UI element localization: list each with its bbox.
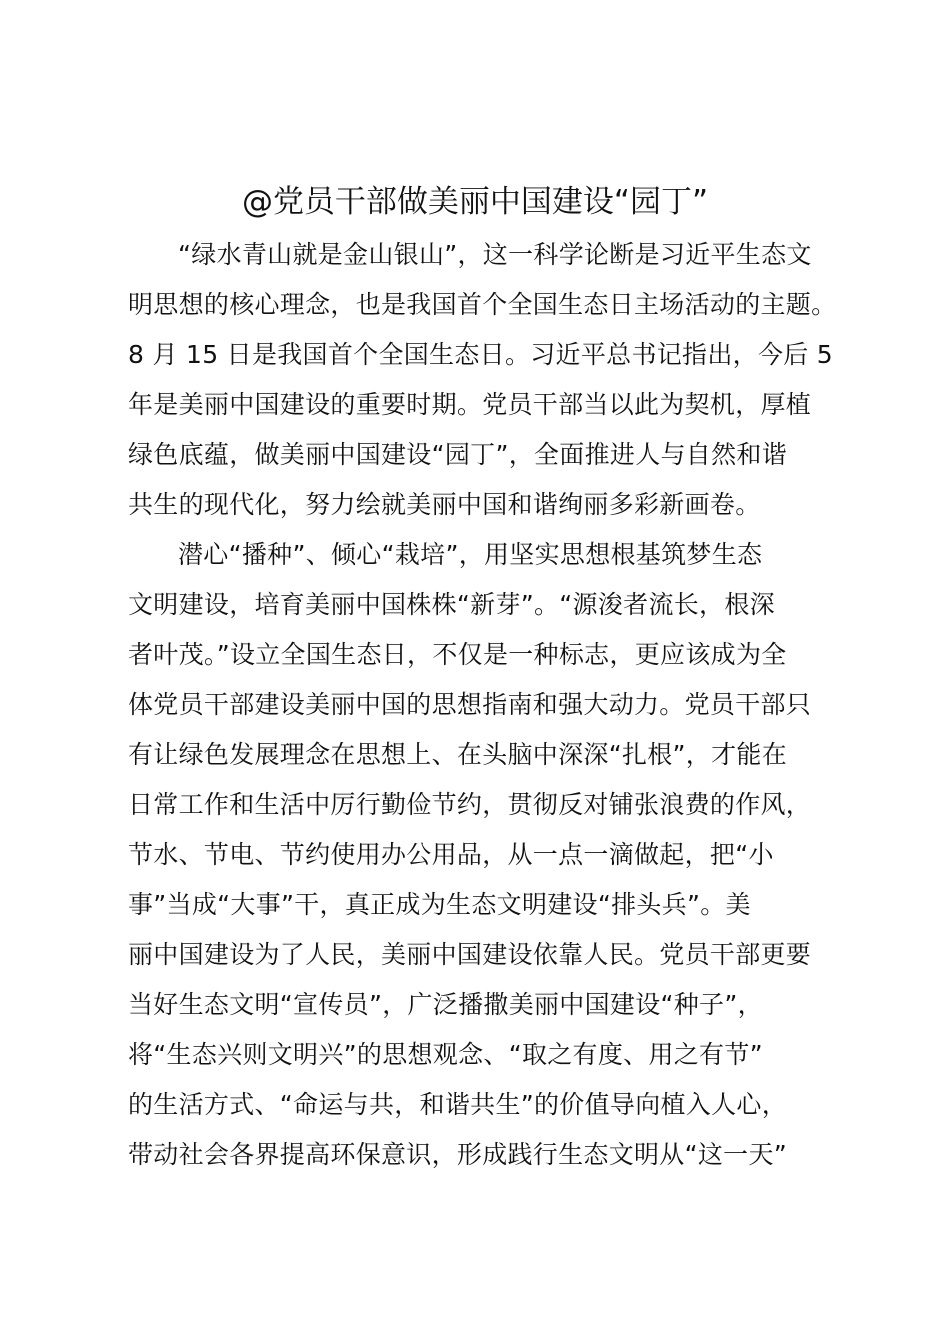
paragraph-line: 将“生态兴则文明兴”的思想观念、“取之有度、用之有节” <box>128 1040 763 1069</box>
paragraph-line: 体党员干部建设美丽中国的思想指南和强大动力。党员干部只 <box>128 690 812 719</box>
paragraph-line: 绿色底蕴，做美丽中国建设“园丁”，全面推进人与自然和谐 <box>128 440 788 469</box>
paragraph-line: 8 月 15 日是我国首个全国生态日。习近平总书记指出，今后 5 <box>128 340 834 369</box>
paragraph-line: 文明建设，培育美丽中国株株“新芽”。“源浚者流长，根深 <box>128 590 775 619</box>
paragraph-line: 明思想的核心理念，也是我国首个全国生态日主场活动的主题。 <box>128 290 837 319</box>
paragraph-line: 共生的现代化，努力绘就美丽中国和谐绚丽多彩新画卷。 <box>128 490 761 519</box>
paragraph-line: “绿水青山就是金山银山”，这一科学论断是习近平生态文 <box>178 240 812 269</box>
paragraph-line: 有让绿色发展理念在思想上、在头脑中深深“扎根”，才能在 <box>128 740 788 769</box>
paragraph-line: 丽中国建设为了人民，美丽中国建设依靠人民。党员干部更要 <box>128 940 812 969</box>
paragraph-line: 事”当成“大事”干，真正成为生态文明建设“排头兵”。美 <box>128 890 751 919</box>
paragraph-line: 潜心“播种”、倾心“栽培”，用坚实思想根基筑梦生态 <box>178 540 763 569</box>
document-body <box>128 230 848 1180</box>
paragraph-line: 日常工作和生活中厉行勤俭节约，贯彻反对铺张浪费的作风， <box>128 790 812 819</box>
paragraph-line: 的生活方式、“命运与共，和谐共生”的价值导向植入人心， <box>128 1090 788 1119</box>
paragraph-line: 当好生态文明“宣传员”，广泛播撒美丽中国建设“种子”， <box>128 990 763 1019</box>
paragraph-line: 节水、节电、节约使用办公用品，从一点一滴做起，把“小 <box>128 840 774 869</box>
paragraph-line: 者叶茂。”设立全国生态日，不仅是一种标志，更应该成为全 <box>128 640 787 669</box>
paragraph-line: 带动社会各界提高环保意识，形成践行生态文明从“这一天” <box>128 1140 788 1169</box>
document-title: @党员干部做美丽中国建设“园丁” <box>241 184 709 220</box>
paragraph-line: 年是美丽中国建设的重要时期。党员干部当以此为契机，厚植 <box>128 390 812 419</box>
